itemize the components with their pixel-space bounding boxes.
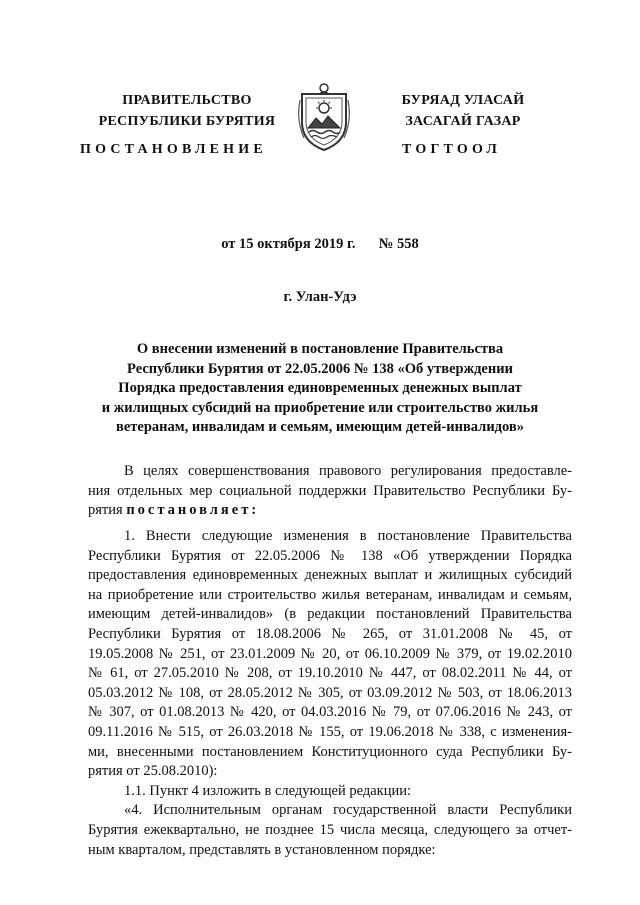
item-1-line: Республики Бурятия от 22.05.2006 № 138 «Об утверждении Порядка (88, 547, 572, 564)
preamble-paragraph (88, 462, 572, 521)
title-line: Порядка предоставления единовременных денежных выплат (118, 380, 522, 397)
title-line: ветеранам, инвалидам и семьям, имеющим детей-инвалидов» (116, 419, 524, 436)
date-number-line (0, 236, 640, 253)
document-type-buryat: ТОГТООЛ (402, 142, 502, 157)
item-1-line: 09.11.2016 № 515, от 26.03.2018 № 155, от 19.06.2018 № 338, с изменения- (88, 723, 572, 740)
resolution-date: от 15 октября 2019 г. (221, 236, 356, 252)
preamble-line-last (88, 501, 572, 521)
government-name-buryat-line-1: БУРЯАД УЛАСАЙ (401, 93, 525, 108)
preamble-prefix: рятия (88, 502, 123, 519)
document-type-russian: ПОСТАНОВЛЕНИЕ (80, 142, 267, 157)
government-name-line-1: ПРАВИТЕЛЬСТВО (122, 93, 252, 108)
item-4-line: ным кварталом, представлять в установленном порядке: (88, 841, 436, 858)
government-name-buryat (378, 90, 548, 132)
coat-of-arms-icon (296, 80, 352, 152)
item-1-line: имеющим детей-инвалидов» (в редакции постановлений Правительства (88, 606, 572, 623)
title-line: и жилищных субсидий на приобретение или строительство жилья (101, 399, 539, 416)
item-4-line: «4. Исполнительным органам государственной власти Республики (124, 802, 572, 819)
government-name-line-2: РЕСПУБЛИКИ БУРЯТИЯ (98, 114, 276, 129)
resolution-title (90, 340, 550, 438)
preamble-line: ния отдельных мер социальной поддержки Правительство Республики Бу- (88, 482, 572, 499)
title-line: О внесении изменений в постановление Правительства (136, 341, 504, 357)
item-1-line: 19.05.2008 № 251, от 23.01.2009 № 20, от 06.10.2009 № 379, от 19.02.2010 (88, 645, 572, 662)
resolution-number: № 558 (378, 236, 419, 252)
item-1-line: 05.03.2012 № 108, от 28.05.2012 № 305, от 03.09.2012 № 503, от 18.06.2013 (88, 684, 572, 701)
item-1-line: рятия от 25.08.2010): (88, 763, 218, 780)
item-1-line: на приобретение или строительство жилья ветеранам, инвалидам и семьям, (88, 586, 572, 603)
preamble-operative-word: постановляет: (126, 502, 260, 519)
item-1-line: предоставления единовременных денежных выплат и жилищных субсидий (88, 567, 572, 584)
government-name-russian (92, 90, 282, 132)
item-1-paragraph (88, 527, 572, 860)
item-1-line: Республики Бурятия от 18.08.2006 № 265, от 31.01.2008 № 45, от (88, 625, 572, 642)
item-1-line: № 61, от 27.05.2010 № 208, от 19.10.2010 № 447, от 08.02.2011 № 44, от (88, 665, 572, 682)
title-line: Республики Бурятия от 22.05.2006 № 138 «Об утверждении (127, 360, 513, 377)
preamble-line: В целях совершенствования правового регулирования предоставле- (124, 463, 572, 479)
item-4-line: Бурятия ежеквартально, не позднее 15 числа месяца, следующего за отчет- (88, 821, 572, 838)
item-1-1-line: 1.1. Пункт 4 изложить в следующей редакции: (124, 782, 412, 799)
item-1-line: 1. Внести следующие изменения в постановление Правительства (124, 528, 572, 544)
item-1-line: № 307, от 01.08.2013 № 420, от 04.03.2016 № 79, от 07.06.2016 № 243, от (88, 704, 572, 721)
government-name-buryat-line-2: ЗАСАГАЙ ГАЗАР (405, 114, 521, 129)
city: г. Улан-Удэ (283, 289, 357, 305)
item-1-line: ми, внесенными постановлением Конституционного суда Республики Бу- (88, 743, 572, 760)
